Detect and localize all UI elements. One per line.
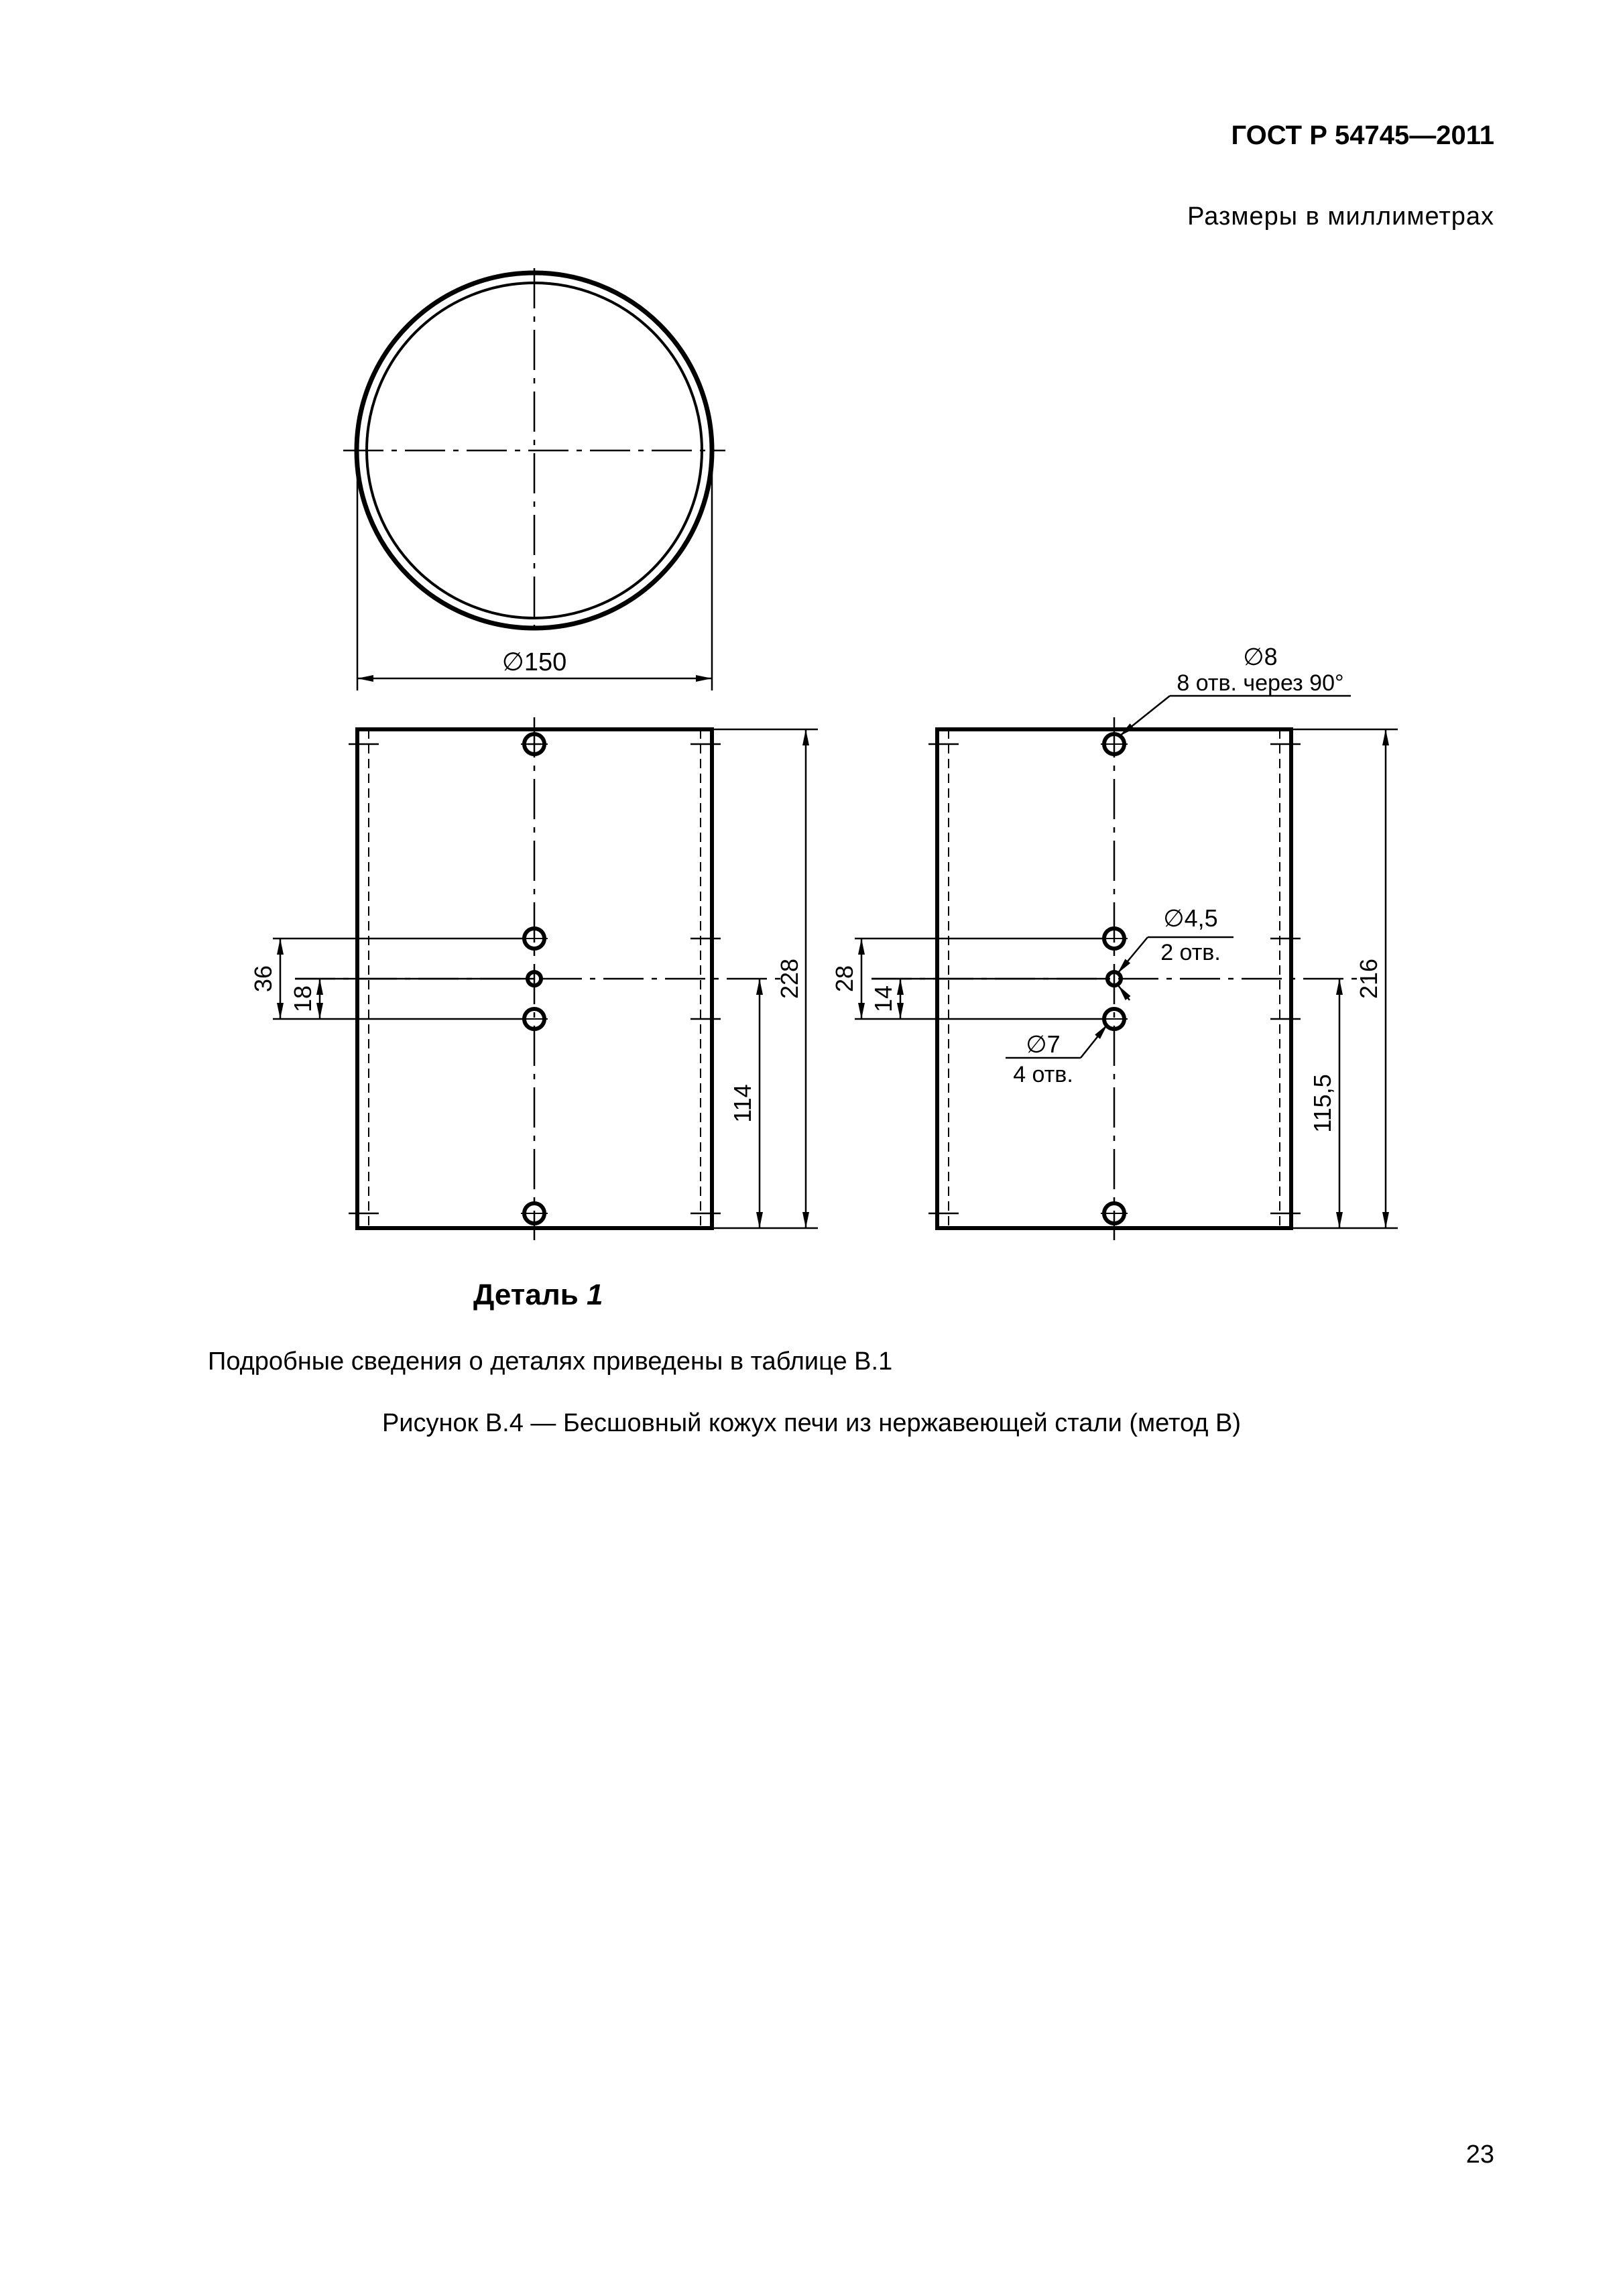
- detail-title-number: 1: [587, 1278, 603, 1311]
- figure-caption: Рисунок В.4 — Бесшовный кожух печи из нержавеющей стали (метод В): [381, 1409, 1242, 1437]
- units-note: Размеры в миллиметрах: [1187, 202, 1494, 231]
- label-36: 36: [249, 965, 277, 993]
- page-number: 23: [1465, 2140, 1494, 2169]
- label-28: 28: [831, 965, 858, 993]
- right-detail: [855, 696, 1398, 1240]
- diameter-label: ∅150: [501, 648, 567, 676]
- standard-number: ГОСТ Р 54745—2011: [1231, 121, 1494, 150]
- callout-top-note: 8 отв. через 90°: [1177, 670, 1344, 696]
- callout-mid-diameter: ∅4,5: [1163, 904, 1218, 932]
- callout-low-note: 4 отв.: [1013, 1062, 1073, 1087]
- label-228: 228: [776, 958, 803, 1000]
- label-18: 18: [289, 985, 316, 1013]
- label-114: 114: [729, 1084, 756, 1123]
- details-note: Подробные сведения о деталях приведены в таблице В.1: [208, 1347, 893, 1376]
- callout-mid-note: 2 отв.: [1160, 940, 1221, 965]
- label-216: 216: [1355, 958, 1382, 1000]
- label-115-5: 115,5: [1309, 1074, 1336, 1133]
- callout-top-diameter: ∅8: [1243, 643, 1278, 670]
- leader-mid-arrow-lower: [1118, 985, 1130, 1000]
- label-14: 14: [869, 985, 897, 1013]
- left-detail: [273, 717, 818, 1240]
- detail-title-word: Деталь: [473, 1278, 587, 1311]
- leader-low-hole: [1081, 1024, 1107, 1058]
- detail-title: [473, 1278, 603, 1311]
- top-view: [343, 268, 725, 690]
- callout-low-diameter: ∅7: [1026, 1030, 1061, 1058]
